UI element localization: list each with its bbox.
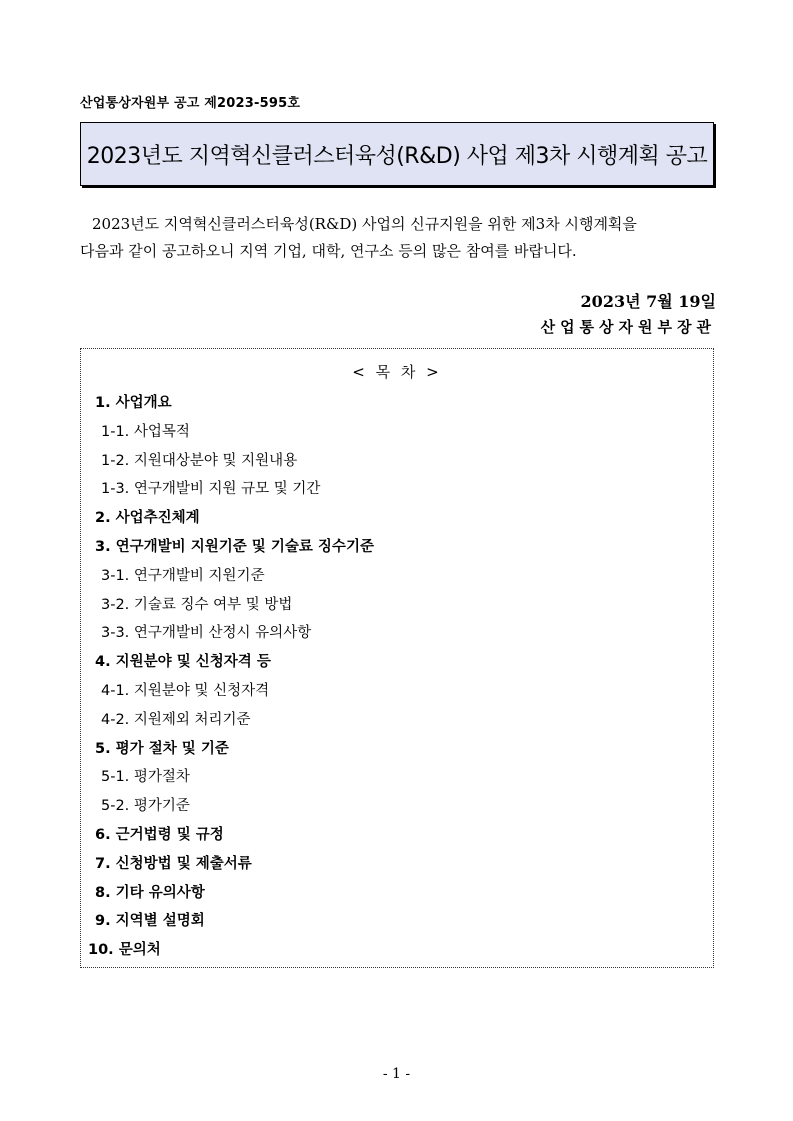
toc-section: 2. 사업추진체계 xyxy=(95,510,200,527)
toc-section: 1. 사업개요 xyxy=(95,395,172,411)
toc-section: 10. 문의처 xyxy=(88,942,161,959)
page-number: - 1 - xyxy=(382,1066,411,1082)
toc-subsection: 1-3. 연구개발비 지원 규모 및 기간 xyxy=(101,481,321,498)
toc-section: 4. 지원분야 및 신청자격 등 xyxy=(95,654,271,671)
toc-subsection: 3-2. 기술료 징수 여부 및 방법 xyxy=(101,596,293,613)
toc-subsection: 4-2. 지원제외 처리기준 xyxy=(101,711,251,728)
toc-subsection: 1-1. 사업목적 xyxy=(101,423,190,440)
intro-paragraph xyxy=(80,211,716,265)
toc-subsection: 1-2. 지원대상분야 및 지원내용 xyxy=(101,452,298,469)
title-box xyxy=(80,122,714,186)
toc-section: 9. 지역별 설명회 xyxy=(95,913,205,930)
toc-subsection: 5-2. 평가기준 xyxy=(101,798,190,815)
toc-section: 7. 신청방법 및 제출서류 xyxy=(95,855,252,872)
toc-subsection: 3-3. 연구개발비 산정시 유의사항 xyxy=(101,625,312,642)
toc-title: < 목 차 > xyxy=(352,363,442,381)
toc-section: 3. 연구개발비 지원기준 및 기술료 징수기준 xyxy=(95,538,374,555)
notice-date: 2023년 7월 19일 xyxy=(580,292,716,311)
toc-subsection: 3-1. 연구개발비 지원기준 xyxy=(101,567,265,584)
toc-list xyxy=(81,389,374,965)
document-title: 2023년도 지역혁신클러스터육성(R&D) 사업 제3차 시행계획 공고 xyxy=(86,143,708,169)
toc-section: 6. 근거법령 및 규정 xyxy=(95,826,224,843)
toc-subsection: 5-1. 평가절차 xyxy=(101,769,190,786)
toc-section: 5. 평가 절차 및 기준 xyxy=(95,740,229,757)
intro-line-1: 2023년도 지역혁신클러스터육성(R&D) 사업의 신규지원을 위한 제3차 시행계획을 xyxy=(92,215,637,233)
table-of-contents xyxy=(80,348,714,968)
signer: 산업통상자원부장관 xyxy=(540,318,716,336)
intro-line-2: 다음과 같이 공고하오니 지역 기업, 대학, 연구소 등의 많은 참여를 바랍니다. xyxy=(80,242,577,260)
toc-subsection: 4-1. 지원분야 및 신청자격 xyxy=(101,682,270,699)
toc-section: 8. 기타 유의사항 xyxy=(95,884,205,901)
notice-number: 산업통상자원부 공고 제2023-595호 xyxy=(80,96,301,111)
